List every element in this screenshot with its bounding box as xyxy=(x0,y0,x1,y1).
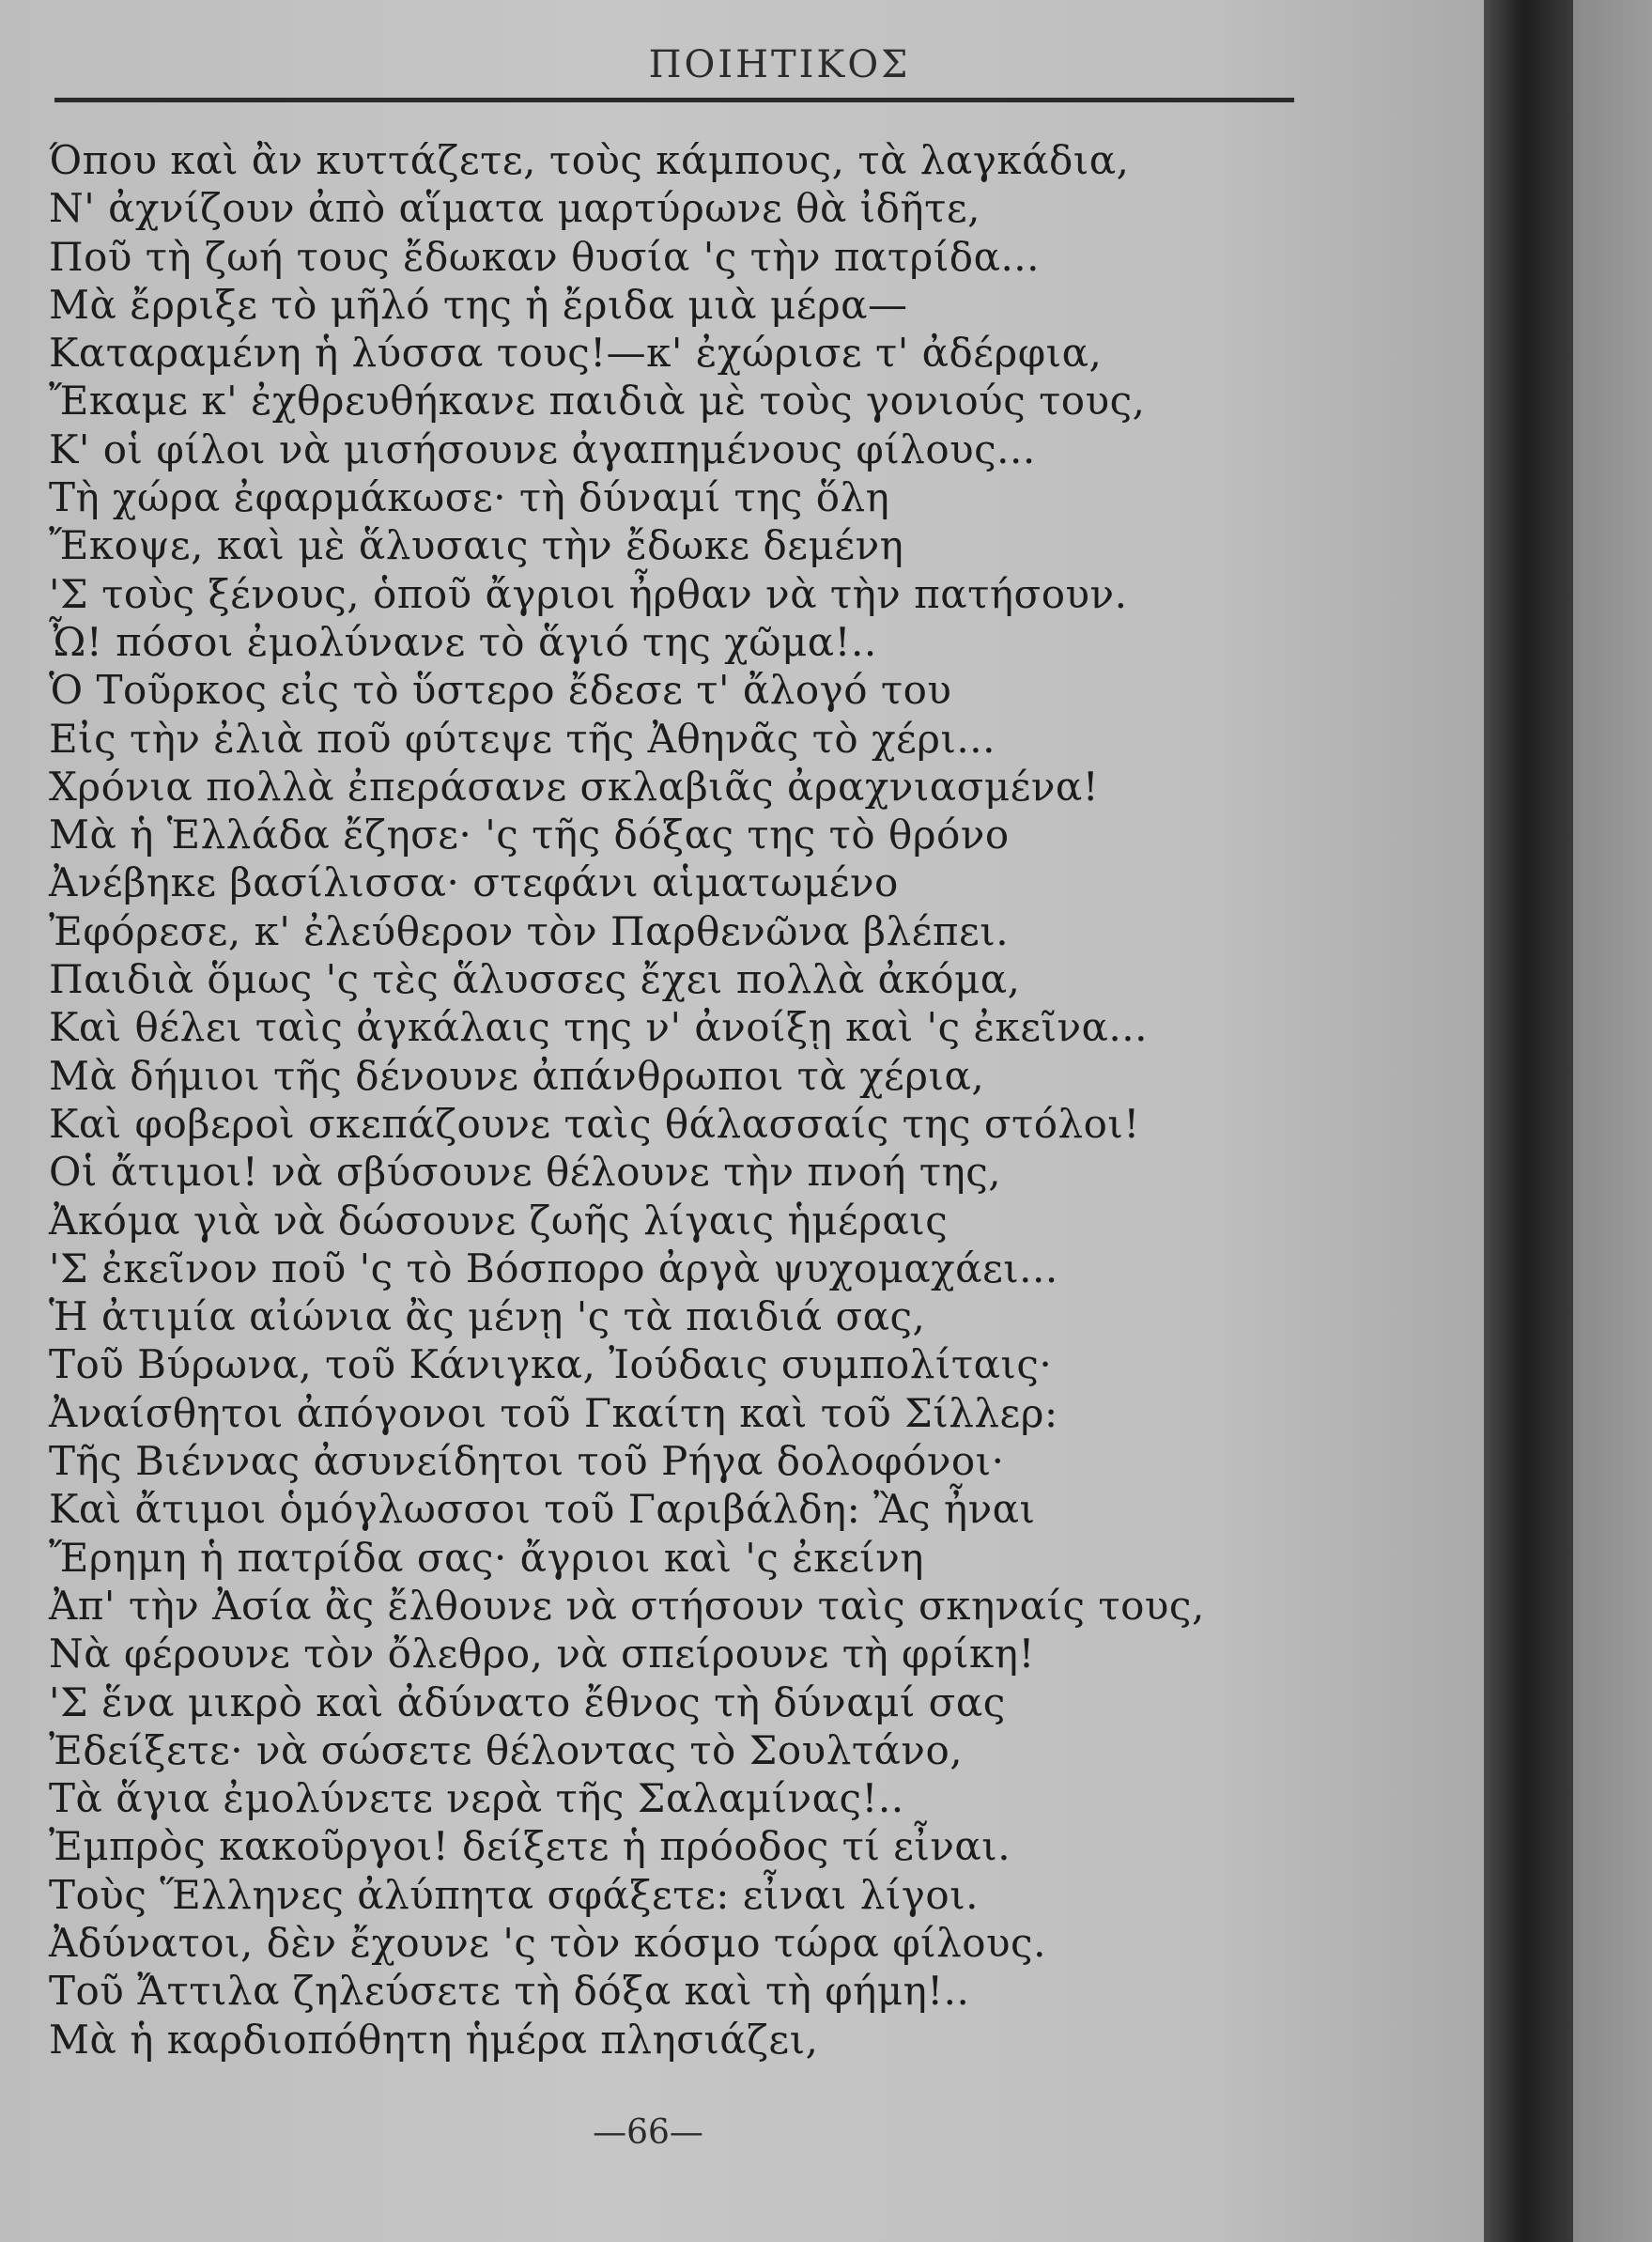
poem-line: Ἔρημη ἡ πατρίδα σας· ἄγριοι καὶ 'ς ἐκείνη xyxy=(49,1534,924,1581)
poem-line: Τοὺς Ἕλληνες ἀλύπητα σφάξετε: εἶναι λίγοι. xyxy=(49,1871,980,1918)
poem-line: Νὰ φέρουνε τὸν ὄλεθρο, νὰ σπείρουνε τὴ φρίκη! xyxy=(49,1631,1035,1678)
poem-line: Τοῦ Ἄττιλα ζηλεύσετε τὴ δόξα καὶ τὴ φήμη!.. xyxy=(49,1968,970,2015)
poem-line: Παιδιὰ ὅμως 'ς τὲς ἅλυσσες ἔχει πολλὰ ἀκόμα, xyxy=(49,956,1021,1003)
poem-line: 'Σ ἐκεῖνον ποῦ 'ς τὸ Βόσπορο ἀργὰ ψυχομαχάει... xyxy=(49,1245,1058,1291)
poem-line: Ἡ ἀτιμία αἰώνια ἂς μένῃ 'ς τὰ παιδιά σας, xyxy=(49,1293,926,1340)
poem-line: Όπου καὶ ἂν κυττάζετε, τοὺς κάμπους, τὰ λαγκάδια, xyxy=(49,137,1130,183)
poem-line: Ἐδείξετε· νὰ σώσετε θέλοντας τὸ Σουλτάνο, xyxy=(49,1726,964,1773)
poem-line: Ἀκόμα γιὰ νὰ δώσουνε ζωῆς λίγαις ἡμέραις xyxy=(49,1197,949,1244)
page-number: —66— xyxy=(593,2113,703,2152)
poem-line: Τὴ χώρα ἐφαρμάκωσε· τὴ δύναμί της ὅλη xyxy=(49,474,890,521)
poem-line: Μὰ ἡ Ἑλλάδα ἔζησε· 'ς τῆς δόξας της τὸ θρόνο xyxy=(49,812,1010,858)
poem-line: Οἱ ἄτιμοι! νὰ σβύσουνε θέλουνε τὴν πνοή της, xyxy=(49,1149,1002,1196)
poem-line: Ἐμπρὸς κακοῦργοι! δείξετε ἡ πρόοδος τί εἶναι. xyxy=(49,1823,1011,1870)
poem-line: 'Σ τοὺς ξένους, ὁποῦ ἄγριοι ἦρθαν νὰ τὴν πατήσουν. xyxy=(49,570,1128,617)
poem-line: Ἀδύνατοι, δὲν ἔχουνε 'ς τὸν κόσμο τώρα φίλους. xyxy=(49,1919,1046,1966)
poem-line: Ἔκοψε, καὶ μὲ ἅλυσαις τὴν ἔδωκε δεμένη xyxy=(49,522,904,569)
poem-line: Μὰ ἡ καρδιοπόθητη ἡμέρα πλησιάζει, xyxy=(49,2016,819,2063)
poem-line: Ποῦ τὴ ζωή τους ἔδωκαν θυσία 'ς τὴν πατρίδα... xyxy=(49,233,1040,280)
poem-line: 'Σ ἕνα μικρὸ καὶ ἀδύνατο ἔθνος τὴ δύναμί σας xyxy=(49,1678,1006,1725)
poem-line: Χρόνια πολλὰ ἐπεράσανε σκλαβιᾶς ἀραχνιασμένα! xyxy=(49,763,1100,810)
poem-line: Κ' οἱ φίλοι νὰ μισήσουνε ἀγαπημένους φίλους... xyxy=(49,425,1036,472)
poem-line: Τῆς Βιέννας ἀσυνείδητοι τοῦ Ρήγα δολοφόνοι· xyxy=(49,1438,1005,1485)
poem-line: Μὰ δήμιοι τῆς δένουνε ἀπάνθρωποι τὰ χέρια, xyxy=(49,1052,985,1099)
poem-line: Ἔκαμε κ' ἐχθρευθήκανε παιδιὰ μὲ τοὺς γονιούς τους, xyxy=(49,378,1146,425)
poem-line: Ν' ἀχνίζουν ἀπὸ αἵματα μαρτύρωνε θὰ ἰδῆτε, xyxy=(49,185,980,232)
book-gutter xyxy=(1484,0,1573,2242)
poem-line: Τοῦ Βύρωνα, τοῦ Κάνιγκα, Ἰούδαις συμπολίταις· xyxy=(49,1341,1053,1388)
poem-line: Ἀπ' τὴν Ἀσία ἂς ἔλθουνε νὰ στήσουν ταὶς σκηναίς τους, xyxy=(49,1582,1205,1629)
poem-line: Καὶ φοβεροὶ σκεπάζουνε ταὶς θάλασσαίς της στόλοι! xyxy=(49,1100,1140,1147)
poem-line: Μὰ ἔρριξε τὸ μῆλό της ἡ ἔριδα μιὰ μέρα— xyxy=(49,281,908,328)
poem-line: Ἀναίσθητοι ἀπόγονοι τοῦ Γκαίτη καὶ τοῦ Σίλλερ: xyxy=(49,1389,1058,1436)
poem-line: Καταραμένη ἡ λύσσα τους!—κ' ἐχώρισε τ' ἀδέρφια, xyxy=(49,330,1103,377)
header-rule xyxy=(54,98,1294,102)
poem-line: Καὶ θέλει ταὶς ἀγκάλαις της ν' ἀνοίξῃ καὶ 'ς ἐκεῖνα... xyxy=(49,1004,1148,1051)
poem-body xyxy=(49,136,1439,2064)
poem-line: Τὰ ἅγια ἐμολύνετε νερὰ τῆς Σαλαμίνας!.. xyxy=(49,1775,904,1822)
running-header: ΠΟΙΗΤΙΚΟΣ xyxy=(648,43,911,86)
poem-line: Ἀνέβηκε βασίλισσα· στεφάνι αἱματωμένο xyxy=(49,859,899,906)
poem-line: Ὁ Τοῦρκος εἰς τὸ ὕστερο ἔδεσε τ' ἄλογό του xyxy=(49,667,952,714)
page-edge xyxy=(1573,0,1652,2242)
poem-line: Εἰς τὴν ἐλιὰ ποῦ φύτεψε τῆς Ἀθηνᾶς τὸ χέρι... xyxy=(49,715,996,762)
poem-line: Ἐφόρεσε, κ' ἐλεύθερον τὸν Παρθενῶνα βλέπει. xyxy=(49,907,1010,954)
poem-line: Ὦ! πόσοι ἐμολύνανε τὸ ἅγιό της χῶμα!.. xyxy=(49,618,877,665)
poem-line: Καὶ ἄτιμοι ὁμόγλωσσοι τοῦ Γαριβάλδη: Ἂς ἦναι xyxy=(49,1486,1036,1533)
